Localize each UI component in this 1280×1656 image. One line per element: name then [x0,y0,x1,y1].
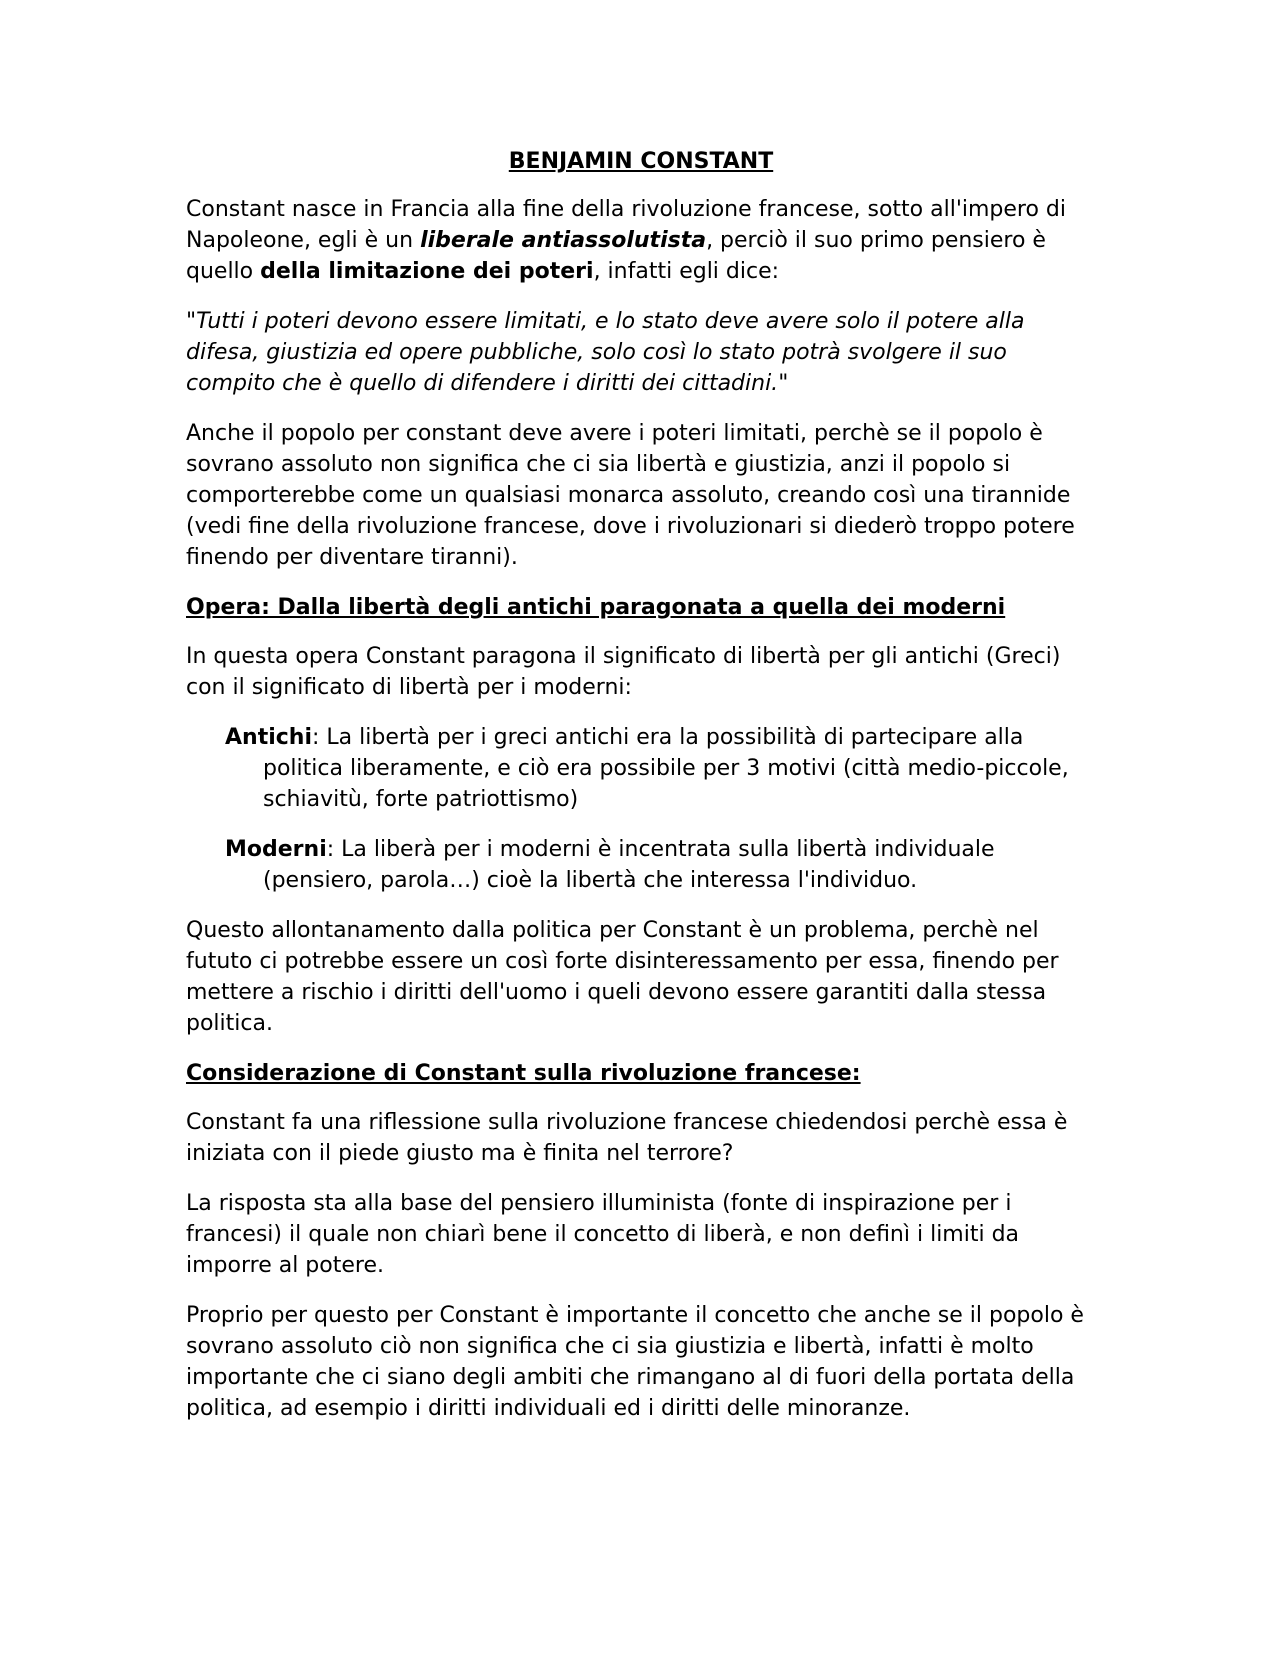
list-item-moderni [225,834,1086,896]
intro-text-2: , perciò il suo primo pensiero è quello [186,228,1046,284]
intro-emphasis-bold: della limitazione dei poteri [260,259,594,284]
intro-paragraph [186,194,1086,287]
list-item-text: : La libertà per i greci antichi era la possibilità di partecipare alla politica liberamente, e ciò era possibile per 3 motivi (città medio-piccole, schiavitù, forte patriottismo) [263,725,1069,812]
opera-paragraph: In questa opera Constant paragona il significato di libertà per gli antichi (Greci) con il significato di libertà per i moderni: [186,644,1061,700]
intro-emphasis-bold-italic: liberale antiassolutista [420,228,707,253]
list-item-text: : La liberà per i moderni è incentrata sulla libertà individuale (pensiero, parola…) cioè la libertà che interessa l'individuo. [263,837,995,893]
section-heading-opera: Opera: Dalla libertà degli antichi paragonata a quella dei moderni [186,595,1006,620]
proprio-paragraph: Proprio per questo per Constant è importante il concetto che anche se il popolo è sovrano assoluto ciò non significa che ci sia giustizia e libertà, infatti è molto importante che ci siano degli ambiti che rimangano al di fuori della portata della politica, ad esempio i diritti individuali ed i diritti delle minoranze. [186,1303,1084,1421]
quote-close-mark: " [778,371,789,396]
list-item-antichi [225,722,1086,815]
document-page [186,146,1086,1443]
list-item-term: Moderni [225,837,327,862]
quote-text: Tutti i poteri devono essere limitati, e lo stato deve avere solo il potere alla difesa, giustizia ed opere pubbliche, solo così lo stato potrà svolgere il suo compito che è quello di difendere i diritti dei cittadini. [186,309,1025,396]
risposta-paragraph: La risposta sta alla base del pensiero illuminista (fonte di inspirazione per i francesi) il quale non chiarì bene il concetto di liberà, e non definì i limiti da imporre al potere. [186,1191,1020,1278]
riflessione-paragraph: Constant fa una riflessione sulla rivoluzione francese chiedendosi perchè essa è iniziata con il piede giusto ma è finita nel terrore? [186,1110,1068,1166]
quote-open-mark: " [186,309,197,334]
quote-paragraph [186,306,1086,399]
list-item-term: Antichi [225,725,312,750]
intro-text-3: , infatti egli dice: [593,259,780,284]
allontanamento-paragraph: Questo allontanamento dalla politica per Constant è un problema, perchè nel fututo ci potrebbe essere un così forte disinteressamento per essa, finendo per mettere a rischio i diritti dell'uomo i queli devono essere garantiti dalla stessa politica. [186,918,1059,1036]
section-heading-considerazione: Considerazione di Constant sulla rivoluzione francese: [186,1061,861,1086]
document-title: BENJAMIN CONSTANT [508,149,774,174]
popolo-paragraph: Anche il popolo per constant deve avere i poteri limitati, perchè se il popolo è sovrano assoluto non significa che ci sia libertà e giustizia, anzi il popolo si comporterebbe come un qualsiasi monarca assoluto, creando così una tirannide (vedi fine della rivoluzione francese, dove i rivoluzionari si diederò troppo potere finendo per diventare tiranni). [186,421,1075,570]
intro-text-1: Constant nasce in Francia alla fine della rivoluzione francese, sotto all'impero di Napoleone, egli è un [186,197,1066,253]
